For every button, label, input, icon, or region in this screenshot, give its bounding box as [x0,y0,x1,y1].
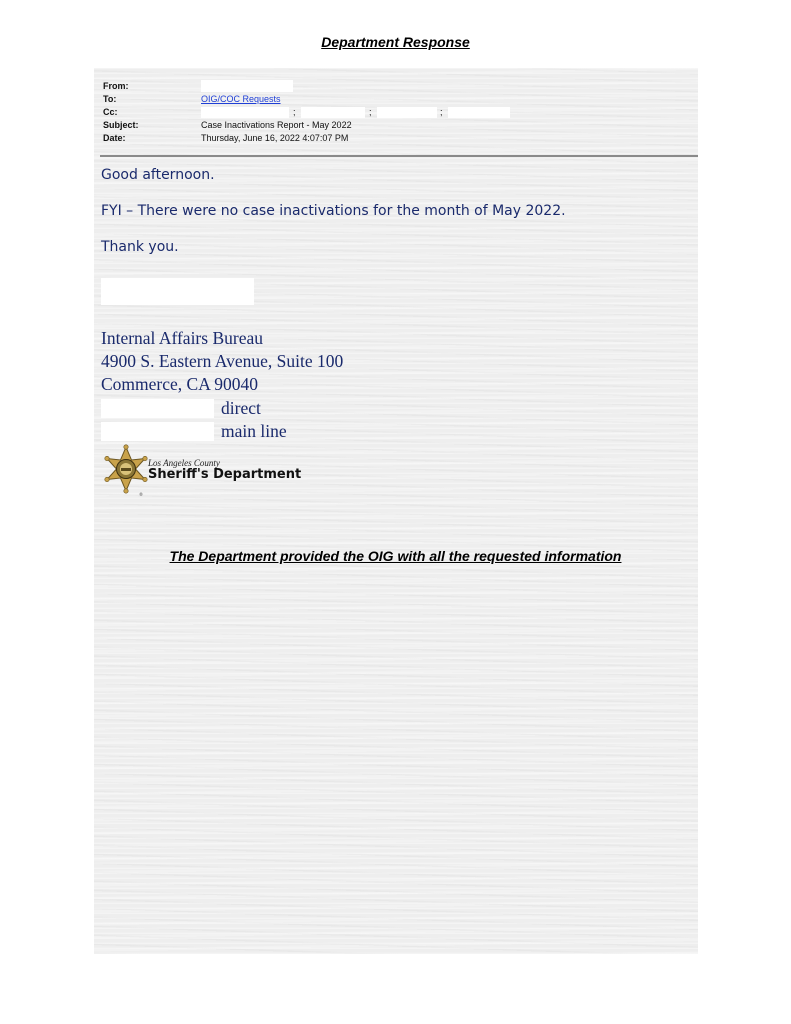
page-heading: Department Response [321,34,470,50]
sheriff-department-logo [102,444,302,500]
logo-county-text: Los Angeles County [148,458,220,468]
greeting: Good afternoon. [101,167,215,183]
subject-value: Case Inactivations Report - May 2022 [201,120,352,130]
header-divider [100,155,698,157]
date-value: Thursday, June 16, 2022 4:07:07 PM [201,133,349,143]
main-line-phone-redaction [101,422,214,441]
subject-label: Subject: [103,120,139,130]
cc-label: Cc: [103,107,118,117]
cc-redaction-4 [448,107,510,118]
signature-direct-label: direct [221,398,261,418]
cc-redaction-1 [201,107,289,118]
to-link[interactable]: OIG/COC Requests [201,94,281,104]
footer-note: The Department provided the OIG with all the requested information [169,548,622,564]
cc-separator-2: ; [369,107,372,117]
svg-text:®: ® [139,492,143,497]
signature-bureau: Internal Affairs Bureau [101,328,263,348]
message: FYI – There were no case inactivations for the month of May 2022. [101,203,566,219]
signature-main-line-label: main line [221,421,287,441]
closing: Thank you. [101,239,179,255]
cc-separator-1: ; [293,107,296,117]
from-redaction [201,80,293,92]
sender-name-redaction [101,278,254,305]
cc-redaction-2 [301,107,365,118]
cc-separator-3: ; [440,107,443,117]
direct-phone-redaction [101,399,214,418]
logo-department-text: Sheriff's Department [148,467,302,482]
email-printout [94,68,698,954]
cc-redaction-3 [377,107,437,118]
sheriff-star-badge-icon [102,444,150,500]
signature-address-line2: Commerce, CA 90040 [101,374,258,394]
to-label: To: [103,94,117,104]
from-label: From: [103,81,129,91]
date-label: Date: [103,133,126,143]
signature-address-line1: 4900 S. Eastern Avenue, Suite 100 [101,351,344,371]
